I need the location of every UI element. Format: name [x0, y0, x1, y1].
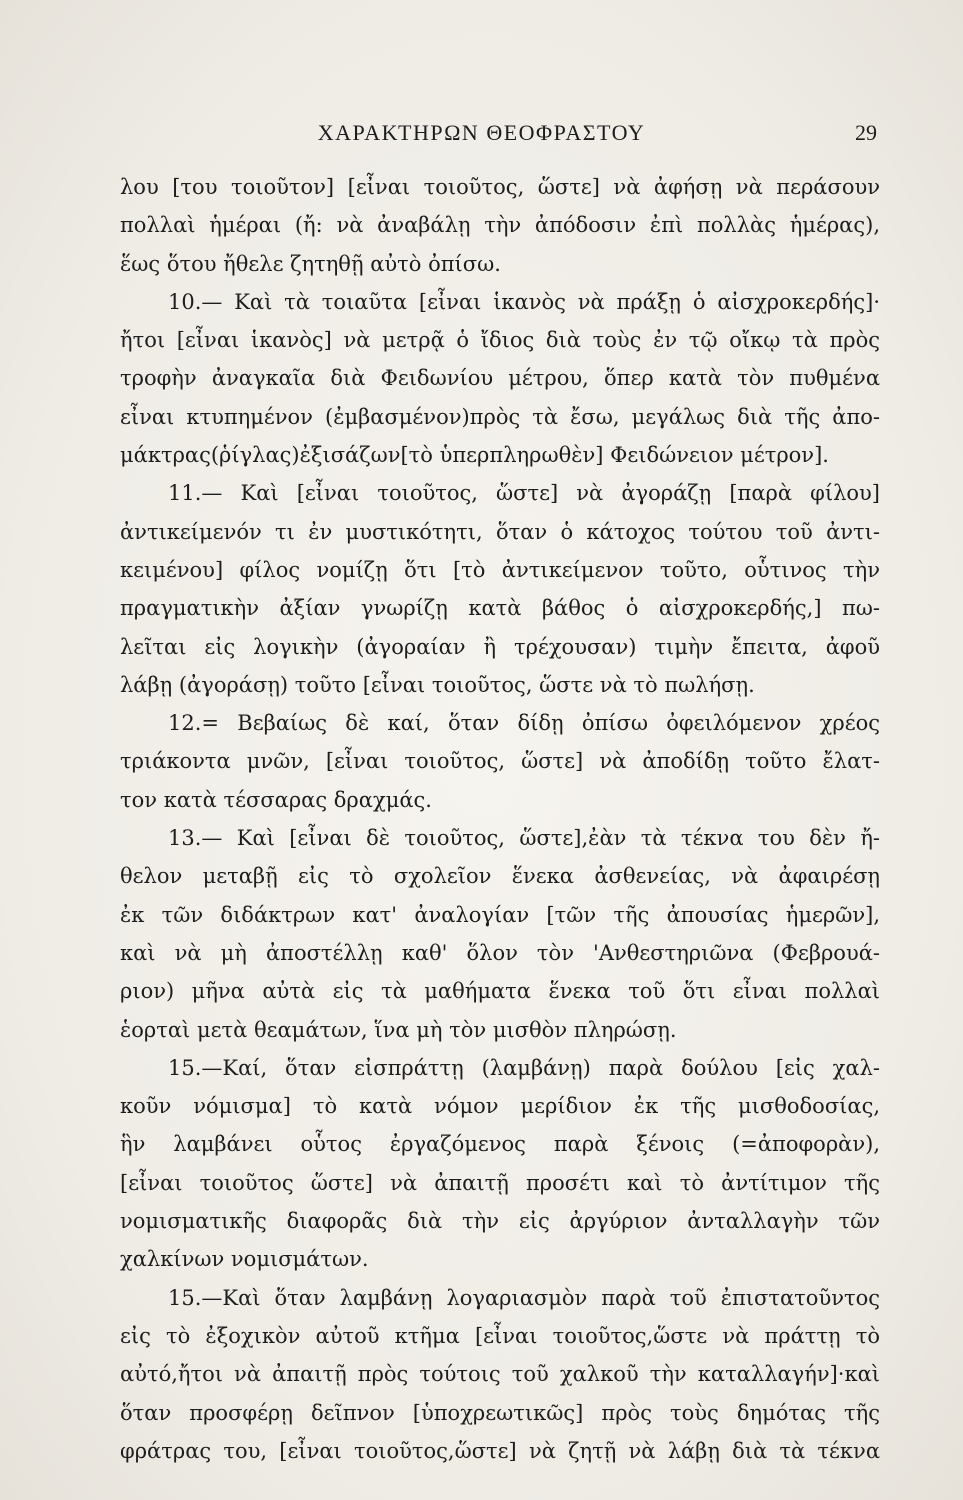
text-line: ὅταν προσφέρῃ δεῖπνον [ὑποχρεωτικῶς] πρὸς τοὺς δημότας τῆς	[120, 1400, 880, 1425]
text-line: 11.— Καὶ [εἶναι τοιοῦτος, ὥστε] νὰ ἀγοράζῃ [παρὰ φίλου]	[168, 481, 880, 506]
text-line: ἣν λαμβάνει οὗτος ἐργαζόμενος παρὰ ξένοις (=ἀποφορὰν),	[120, 1132, 880, 1157]
text-line: 15.—Καὶ ὅταν λαμβάνῃ λογαριασμὸν παρὰ τοῦ ἐπιστατοῦντος	[168, 1285, 880, 1310]
text-line: ἑορταὶ μετὰ θεαμάτων, ἵνα μὴ τὸν μισθὸν πληρώσῃ.	[120, 1017, 677, 1042]
text-line: κειμένου] φίλος νομίζῃ ὅτι [τὸ ἀντικείμενον τοῦτο, οὗτινος τὴν	[120, 557, 880, 582]
text-line: εἰς τὸ ἐξοχικὸν αὐτοῦ κτῆμα [εἶναι τοιοῦτος,ὥστε νὰ πράττῃ τὸ	[120, 1323, 880, 1348]
text-line: τριάκοντα μνῶν, [εἶναι τοιοῦτος, ὥστε] νὰ ἀποδίδῃ τοῦτο ἔλατ-	[120, 749, 880, 774]
text-line: 12.= Βεβαίως δὲ καί, ὅταν δίδῃ ὀπίσω ὀφειλόμενον χρέος	[168, 711, 880, 736]
text-line: νομισματικῆς διαφορᾶς διὰ τὴν εἰς ἀργύριον ἀνταλλαγὴν τῶν	[120, 1209, 880, 1234]
text-line: λάβῃ (ἀγοράσῃ) τοῦτο [εἶναι τοιοῦτος, ὥστε νὰ τὸ πωλήσῃ.	[120, 672, 755, 697]
text-line: τον κατὰ τέσσαρας δραχμάς.	[120, 787, 432, 812]
text-line: κοῦν νόμισμα] τὸ κατὰ νόμον μερίδιον ἐκ τῆς μισθοδοσίας,	[120, 1094, 880, 1119]
text-line: λου [του τοιοῦτον] [εἶναι τοιοῦτος, ὥστε] νὰ ἀφήσῃ νὰ περάσουν	[120, 175, 880, 199]
text-line: ἀντικείμενόν τι ἐν μυστικότητι, ὅταν ὁ κάτοχος τούτου τοῦ ἀντι-	[120, 519, 880, 544]
text-line: φράτρας του, [εἶναι τοιοῦτος,ὥστε] νὰ ζητῇ νὰ λάβῃ διὰ τὰ τέκνα	[120, 1438, 880, 1463]
text-line: εἶναι κτυπημένον (ἐμβασμένον)πρὸς τὰ ἔσω, μεγάλως διὰ τῆς ἀπο-	[120, 404, 880, 429]
text-line: καὶ νὰ μὴ ἀποστέλλῃ καθ' ὅλον τὸν 'Ανθεστηριῶνα (Φεβρουά-	[120, 940, 880, 965]
running-title: ΧΑΡΑΚΤΗΡΩΝ ΘΕΟΦΡΑΣΤΟΥ	[317, 120, 646, 145]
text-line: 13.— Καὶ [εἶναι δὲ τοιοῦτος, ὥστε],ἐὰν τὰ τέκνα του δὲν ἤ-	[168, 826, 880, 851]
body-text	[120, 168, 880, 1470]
text-line: 10.— Καὶ τὰ τοιαῦτα [εἶναι ἱκανὸς νὰ πράξῃ ὁ αἰσχροκερδής]·	[168, 289, 880, 314]
page-number: 29	[855, 120, 877, 145]
text-line: πολλαὶ ἡμέραι (ἤ: νὰ ἀναβάλῃ τὴν ἀπόδοσιν ἐπὶ πολλὰς ἡμέρας),	[120, 213, 880, 238]
text-line: λεῖται εἰς λογικὴν (ἀγοραίαν ἢ τρέχουσαν) τιμὴν ἔπειτα, ἀφοῦ	[120, 634, 880, 659]
text-line: χαλκίνων νομισμάτων.	[120, 1247, 369, 1272]
text-line: ἐκ τῶν διδάκτρων κατ' ἀναλογίαν [τῶν τῆς ἀπουσίας ἡμερῶν],	[120, 902, 880, 927]
text-line: αὐτό,ἤτοι νὰ ἀπαιτῇ πρὸς τούτοις τοῦ χαλκοῦ τὴν καταλλαγήν]·καὶ	[120, 1362, 880, 1387]
text-line: τροφὴν ἀναγκαῖα διὰ Φειδωνίου μέτρου, ὅπερ κατὰ τὸν πυθμένα	[120, 366, 880, 391]
text-line: ἕως ὅτου ἤθελε ζητηθῇ αὐτὸ ὀπίσω.	[120, 251, 501, 276]
text-line: θελον μεταβῇ εἰς τὸ σχολεῖον ἕνεκα ἀσθενείας, νὰ ἀφαιρέσῃ	[120, 864, 880, 889]
text-line: 15.—Καί, ὅταν εἰσπράττῃ (λαμβάνῃ) παρὰ δούλου [εἰς χαλ-	[168, 1055, 880, 1080]
text-line: μάκτρας(ῥίγλας)ἐξισάζων[τὸ ὑπερπληρωθὲν] Φειδώνειον μέτρον].	[120, 443, 829, 468]
text-line: πραγματικὴν ἀξίαν γνωρίζῃ κατὰ βάθος ὁ αἰσχροκερδής,] πω-	[120, 596, 880, 621]
text-line: ριον) μῆνα αὐτὰ εἰς τὰ μαθήματα ἕνεκα τοῦ ὅτι εἶναι πολλαὶ	[120, 979, 880, 1004]
text-line: [εἶναι τοιοῦτος ὥστε] νὰ ἀπαιτῇ προσέτι καὶ τὸ ἀντίτιμον τῆς	[120, 1170, 880, 1195]
text-line: ἤτοι [εἶναι ἱκανὸς] νὰ μετρᾷ ὁ ἴδιος διὰ τοὺς ἐν τῷ οἴκῳ τὰ πρὸς	[120, 328, 880, 353]
running-head	[0, 118, 963, 148]
